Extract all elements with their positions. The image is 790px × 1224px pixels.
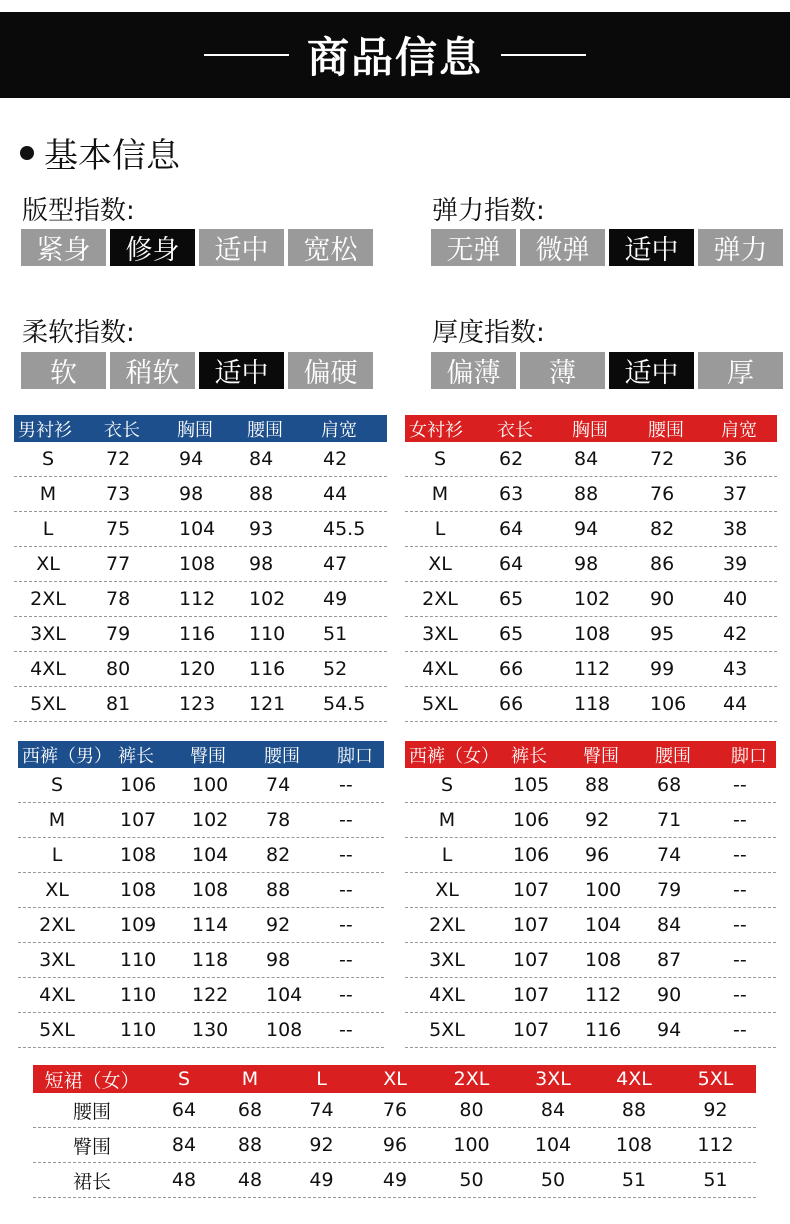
- table-row: [405, 617, 777, 652]
- table-row: [18, 803, 384, 838]
- table-cell: 102: [192, 809, 229, 831]
- table-cell: 116: [179, 623, 216, 645]
- table-cell: 110: [120, 1019, 157, 1041]
- table-cell: M: [39, 483, 57, 505]
- column-header: XL: [383, 1068, 407, 1090]
- thickness-index-selector: [431, 352, 783, 389]
- table-cell: M: [431, 483, 449, 505]
- table-cell: 78: [266, 809, 291, 831]
- table-cell: 108: [192, 879, 229, 901]
- table-row: [14, 477, 387, 512]
- table-cell: 98: [249, 553, 274, 575]
- table-row: [18, 1013, 384, 1048]
- table-row: [18, 908, 384, 943]
- table-row: [405, 547, 777, 582]
- table-cell: 107: [513, 914, 550, 936]
- table-cell: 49: [382, 1169, 408, 1191]
- table-cell: 93: [249, 518, 274, 540]
- thickness-option: 适中: [609, 352, 694, 389]
- table-cell: 106: [513, 844, 550, 866]
- table-row: [18, 978, 384, 1013]
- table-row: [33, 1093, 756, 1128]
- table-cell: 51: [703, 1169, 728, 1191]
- table-row: [405, 477, 777, 512]
- table-row: [405, 442, 777, 477]
- table-cell: 62: [499, 448, 524, 470]
- table-cell: 82: [266, 844, 291, 866]
- page-title: 商品信息: [306, 33, 483, 82]
- table-cell: 88: [237, 1134, 263, 1156]
- table-cell: 84: [574, 448, 599, 470]
- table-cell: 65: [499, 588, 524, 610]
- table-cell: 79: [106, 623, 131, 645]
- table-cell: 96: [382, 1134, 408, 1156]
- men-pants-size-table: [18, 741, 384, 1048]
- table-cell: XL: [45, 879, 69, 901]
- column-header: 裤长: [118, 745, 154, 767]
- table-cell: 79: [657, 879, 682, 901]
- table-cell: 86: [650, 553, 675, 575]
- table-cell: 78: [106, 588, 131, 610]
- section-title-text: 基本信息: [44, 136, 180, 176]
- table-cell: XL: [435, 879, 459, 901]
- column-header: 腰围: [264, 745, 300, 767]
- table-cell: --: [339, 1019, 353, 1041]
- table-cell: 63: [499, 483, 524, 505]
- table-cell: 76: [650, 483, 675, 505]
- table-cell: 106: [120, 774, 157, 796]
- table-cell: 88: [585, 774, 610, 796]
- table-cell: 2XL: [429, 914, 465, 936]
- table-row: [18, 838, 384, 873]
- table-cell: 48: [171, 1169, 197, 1191]
- table-cell: 66: [499, 658, 524, 680]
- table-row: [14, 582, 387, 617]
- table-cell: 74: [309, 1099, 334, 1121]
- table-row: [405, 803, 776, 838]
- table-cell: 76: [382, 1099, 408, 1121]
- table-cell: 102: [574, 588, 611, 610]
- table-cell: 107: [120, 809, 157, 831]
- table-cell: 107: [513, 879, 550, 901]
- column-header: 腰围: [655, 745, 691, 767]
- column-header: 臀围: [583, 745, 619, 767]
- skirt-size-table: [33, 1065, 756, 1198]
- table-row: [14, 512, 387, 547]
- table-cell: 92: [266, 914, 291, 936]
- table-row: [14, 547, 387, 582]
- fit-option: 紧身: [21, 229, 106, 266]
- table-header: [405, 741, 776, 768]
- table-cell: 104: [534, 1134, 572, 1156]
- table-row: [18, 768, 384, 803]
- column-header: 男衬衫: [18, 419, 72, 441]
- column-header: 脚口: [337, 745, 373, 767]
- table-row: [405, 838, 776, 873]
- table-cell: 98: [179, 483, 204, 505]
- table-cell: 68: [657, 774, 682, 796]
- table-cell: 99: [650, 658, 675, 680]
- table-row: [405, 512, 777, 547]
- table-cell: --: [339, 949, 353, 971]
- column-header: 衣长: [104, 419, 140, 441]
- table-cell: S: [41, 448, 55, 470]
- table-cell: 120: [179, 658, 216, 680]
- section-heading: [20, 128, 180, 177]
- table-cell: 75: [106, 518, 131, 540]
- table-cell: 118: [574, 693, 611, 715]
- table-cell: --: [339, 809, 353, 831]
- table-cell: 104: [266, 984, 303, 1006]
- table-cell: 116: [249, 658, 286, 680]
- table-cell: 49: [323, 588, 348, 610]
- table-cell: 94: [657, 1019, 682, 1041]
- table-cell: 116: [585, 1019, 622, 1041]
- thickness-option: 厚: [698, 352, 783, 389]
- table-cell: 42: [323, 448, 348, 470]
- table-cell: 122: [192, 984, 229, 1006]
- table-cell: 4XL: [429, 984, 465, 1006]
- table-cell: 110: [120, 949, 157, 971]
- table-cell: 90: [657, 984, 682, 1006]
- table-cell: 4XL: [30, 658, 66, 680]
- table-cell: 108: [585, 949, 622, 971]
- column-header: 腰围: [648, 419, 684, 441]
- table-cell: 90: [650, 588, 675, 610]
- table-header: [33, 1065, 756, 1093]
- table-cell: 72: [650, 448, 675, 470]
- table-row: [405, 652, 777, 687]
- column-header: 裤长: [511, 745, 547, 767]
- header-left-rule: [204, 54, 289, 56]
- table-cell: 39: [723, 553, 748, 575]
- column-header: 西裤（男）: [22, 745, 112, 767]
- table-row: [405, 768, 776, 803]
- column-header: 臀围: [190, 745, 226, 767]
- table-row: [33, 1163, 756, 1198]
- column-header: 胸围: [177, 419, 213, 441]
- table-cell: XL: [428, 553, 452, 575]
- table-cell: 123: [179, 693, 216, 715]
- table-cell: 94: [574, 518, 599, 540]
- table-cell: L: [51, 844, 63, 866]
- thickness-index-label: 厚度指数:: [432, 318, 545, 348]
- table-row: [18, 943, 384, 978]
- table-cell: 95: [650, 623, 675, 645]
- table-cell: 92: [703, 1099, 728, 1121]
- table-cell: 94: [179, 448, 204, 470]
- table-cell: 88: [621, 1099, 647, 1121]
- table-cell: 68: [237, 1099, 263, 1121]
- softness-index-selector: [21, 352, 373, 389]
- table-cell: 3XL: [30, 623, 66, 645]
- table-cell: 50: [540, 1169, 566, 1191]
- table-cell: 108: [574, 623, 611, 645]
- table-cell: 100: [453, 1134, 490, 1156]
- table-cell: 106: [513, 809, 550, 831]
- column-header: 3XL: [535, 1068, 571, 1090]
- table-cell: 77: [106, 553, 131, 575]
- table-cell: 84: [540, 1099, 566, 1121]
- column-header: 西裤（女）: [409, 745, 499, 767]
- fit-option: 宽松: [288, 229, 373, 266]
- header-right-rule: [501, 54, 586, 56]
- table-row: [14, 442, 387, 477]
- table-cell: 66: [499, 693, 524, 715]
- table-cell: 108: [120, 879, 157, 901]
- table-cell: 4XL: [39, 984, 75, 1006]
- table-cell: 40: [723, 588, 748, 610]
- table-cell: 50: [459, 1169, 484, 1191]
- stretch-index-selector: [431, 229, 783, 266]
- table-row: [33, 1128, 756, 1163]
- table-cell: --: [733, 949, 747, 971]
- column-header: 肩宽: [721, 419, 757, 441]
- table-cell: 105: [513, 774, 550, 796]
- table-cell: 4XL: [422, 658, 458, 680]
- table-cell: --: [733, 984, 747, 1006]
- table-cell: 72: [106, 448, 131, 470]
- table-cell: 107: [513, 949, 550, 971]
- table-cell: 74: [266, 774, 291, 796]
- table-row: [405, 873, 776, 908]
- column-header: 4XL: [616, 1068, 652, 1090]
- table-cell: 102: [249, 588, 286, 610]
- table-cell: 65: [499, 623, 524, 645]
- table-cell: 5XL: [429, 1019, 465, 1041]
- table-cell: 98: [574, 553, 599, 575]
- table-cell: 92: [585, 809, 610, 831]
- column-header: 脚口: [731, 745, 767, 767]
- table-cell: 3XL: [429, 949, 465, 971]
- page-header: [0, 12, 790, 98]
- table-cell: 64: [499, 553, 524, 575]
- table-cell: S: [433, 448, 447, 470]
- table-cell: M: [48, 809, 66, 831]
- column-header: 5XL: [697, 1068, 734, 1090]
- table-cell: 3XL: [422, 623, 458, 645]
- table-header: [14, 415, 387, 442]
- column-header: 腰围: [247, 419, 283, 441]
- table-cell: 45.5: [323, 518, 366, 540]
- table-cell: S: [50, 774, 64, 796]
- softness-option: 软: [21, 352, 106, 389]
- column-header: 女衬衫: [409, 419, 463, 441]
- table-cell: 118: [192, 949, 229, 971]
- table-cell: 104: [179, 518, 216, 540]
- table-cell: S: [440, 774, 454, 796]
- table-cell: 100: [585, 879, 622, 901]
- table-cell: 104: [192, 844, 229, 866]
- table-cell: 52: [323, 658, 348, 680]
- table-cell: 92: [309, 1134, 334, 1156]
- table-cell: L: [441, 844, 453, 866]
- table-cell: 81: [106, 693, 131, 715]
- table-cell: L: [42, 518, 54, 540]
- table-cell: 5XL: [422, 693, 458, 715]
- table-cell: 73: [106, 483, 131, 505]
- bullet-icon: [20, 146, 34, 160]
- thickness-option: 薄: [520, 352, 605, 389]
- table-cell: --: [733, 809, 747, 831]
- table-cell: 3XL: [39, 949, 75, 971]
- softness-index-label: 柔软指数:: [22, 318, 135, 348]
- table-cell: --: [733, 774, 747, 796]
- table-cell: 43: [723, 658, 748, 680]
- stretch-option: 适中: [609, 229, 694, 266]
- stretch-option: 弹力: [698, 229, 783, 266]
- table-cell: 130: [192, 1019, 229, 1041]
- stretch-index-label: 弹力指数:: [432, 196, 545, 226]
- table-cell: 64: [171, 1099, 197, 1121]
- table-cell: 47: [323, 553, 348, 575]
- stretch-option: 微弹: [520, 229, 605, 266]
- table-cell: --: [733, 844, 747, 866]
- table-row: [405, 978, 776, 1013]
- table-cell: --: [733, 914, 747, 936]
- table-cell: 54.5: [323, 693, 366, 715]
- table-cell: --: [339, 844, 353, 866]
- table-row: [18, 873, 384, 908]
- table-cell: 104: [585, 914, 622, 936]
- column-header: 肩宽: [321, 419, 357, 441]
- table-cell: 112: [179, 588, 216, 610]
- table-cell: 51: [323, 623, 348, 645]
- column-header: 短裙（女）: [44, 1069, 140, 1092]
- table-cell: 114: [192, 914, 229, 936]
- table-cell: 112: [585, 984, 622, 1006]
- table-header: [18, 741, 384, 768]
- table-row: [405, 687, 777, 722]
- table-cell: 108: [120, 844, 157, 866]
- table-cell: 108: [179, 553, 216, 575]
- table-cell: --: [733, 1019, 747, 1041]
- fit-option: 适中: [199, 229, 284, 266]
- table-cell: M: [438, 809, 456, 831]
- men-shirt-size-table: [14, 415, 387, 722]
- table-cell: 112: [574, 658, 611, 680]
- table-cell: 107: [513, 984, 550, 1006]
- table-cell: --: [339, 774, 353, 796]
- column-header: 衣长: [497, 419, 533, 441]
- softness-option: 适中: [199, 352, 284, 389]
- table-cell: XL: [36, 553, 60, 575]
- table-cell: 82: [650, 518, 675, 540]
- softness-option: 偏硬: [288, 352, 373, 389]
- table-row: [14, 652, 387, 687]
- table-cell: --: [339, 984, 353, 1006]
- table-cell: 107: [513, 1019, 550, 1041]
- table-cell: 98: [266, 949, 291, 971]
- table-cell: 48: [237, 1169, 263, 1191]
- table-cell: 臀围: [72, 1135, 111, 1158]
- table-cell: 49: [309, 1169, 334, 1191]
- table-row: [405, 908, 776, 943]
- fit-option: 修身: [110, 229, 195, 266]
- table-cell: 84: [249, 448, 274, 470]
- table-cell: 2XL: [30, 588, 66, 610]
- table-cell: 裙长: [72, 1170, 111, 1193]
- table-row: [14, 617, 387, 652]
- column-header: 胸围: [572, 419, 608, 441]
- table-cell: 2XL: [39, 914, 75, 936]
- table-cell: --: [733, 879, 747, 901]
- column-header: L: [316, 1068, 327, 1090]
- table-cell: L: [434, 518, 446, 540]
- table-cell: 96: [585, 844, 610, 866]
- table-cell: 112: [697, 1134, 734, 1156]
- table-cell: 100: [192, 774, 229, 796]
- table-cell: 121: [249, 693, 286, 715]
- table-cell: 110: [249, 623, 286, 645]
- table-row: [405, 1013, 776, 1048]
- table-cell: 44: [723, 693, 748, 715]
- table-cell: 88: [574, 483, 599, 505]
- table-cell: 87: [657, 949, 682, 971]
- fit-index-selector: [21, 229, 373, 266]
- table-cell: 64: [499, 518, 524, 540]
- table-cell: 110: [120, 984, 157, 1006]
- table-cell: --: [339, 914, 353, 936]
- thickness-option: 偏薄: [431, 352, 516, 389]
- table-cell: 5XL: [30, 693, 66, 715]
- table-row: [14, 687, 387, 722]
- column-header: S: [177, 1068, 191, 1090]
- table-cell: 109: [120, 914, 157, 936]
- table-cell: 2XL: [422, 588, 458, 610]
- table-cell: 108: [266, 1019, 303, 1041]
- table-cell: 84: [171, 1134, 197, 1156]
- table-cell: 106: [650, 693, 687, 715]
- women-shirt-size-table: [405, 415, 777, 722]
- table-cell: 71: [657, 809, 682, 831]
- column-header: M: [241, 1068, 259, 1090]
- table-cell: 44: [323, 483, 348, 505]
- table-cell: 88: [249, 483, 274, 505]
- table-cell: 37: [723, 483, 748, 505]
- table-cell: 88: [266, 879, 291, 901]
- table-cell: 36: [723, 448, 748, 470]
- table-cell: 84: [657, 914, 682, 936]
- table-cell: 80: [459, 1099, 484, 1121]
- softness-option: 稍软: [110, 352, 195, 389]
- table-row: [405, 582, 777, 617]
- table-header: [405, 415, 777, 442]
- women-pants-size-table: [405, 741, 776, 1048]
- fit-index-label: 版型指数:: [22, 196, 135, 226]
- table-cell: 74: [657, 844, 682, 866]
- table-cell: 38: [723, 518, 748, 540]
- table-cell: 42: [723, 623, 748, 645]
- column-header: 2XL: [453, 1068, 490, 1090]
- table-cell: 51: [621, 1169, 647, 1191]
- table-cell: 5XL: [39, 1019, 75, 1041]
- table-cell: 80: [106, 658, 131, 680]
- table-cell: 108: [615, 1134, 653, 1156]
- table-cell: --: [339, 879, 353, 901]
- table-cell: 腰围: [72, 1100, 111, 1123]
- table-row: [405, 943, 776, 978]
- stretch-option: 无弹: [431, 229, 516, 266]
